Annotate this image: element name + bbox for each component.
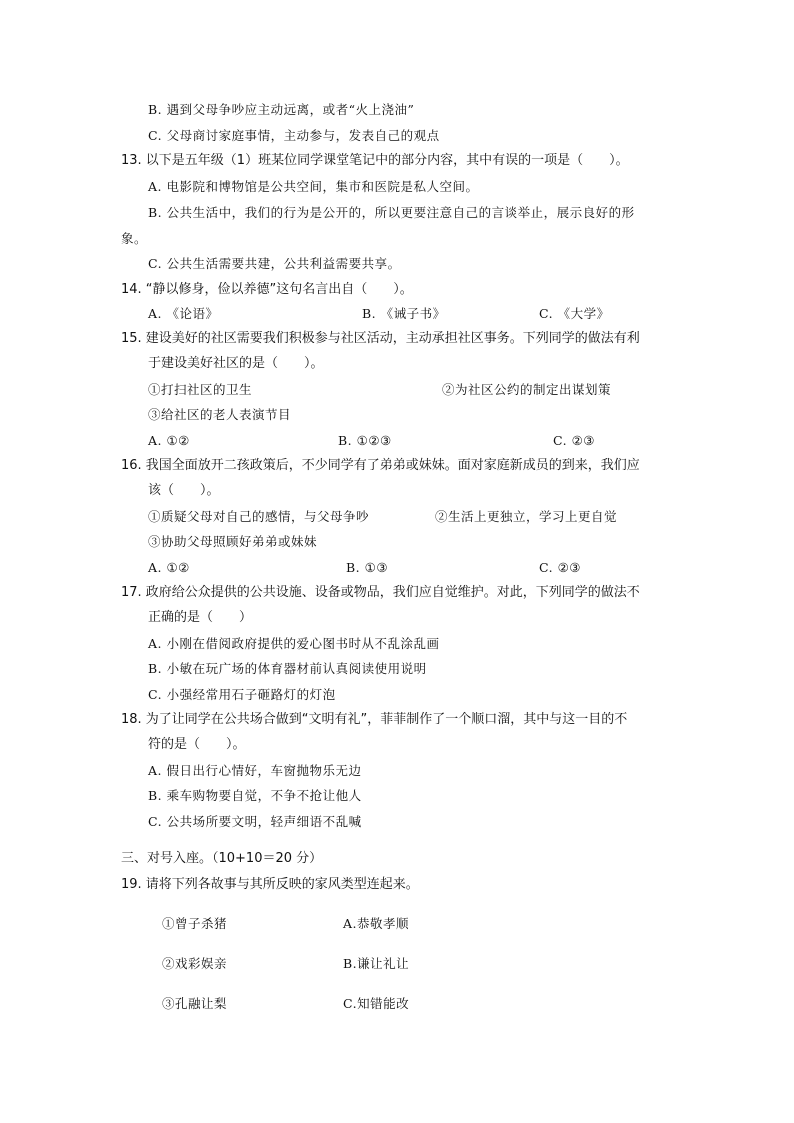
q15-item-2: ②为社区公约的制定出谋划策 <box>442 382 612 397</box>
q17-stem-line1: 17. 政府给公众提供的公共设施、设备或物品，我们应自觉维护。对此，下列同学的做法不 <box>121 585 640 600</box>
q19-type-a: A.恭敬孝顺 <box>343 916 410 931</box>
q19-stem: 19. 请将下列各故事与其所反映的家风类型连起来。 <box>121 877 419 892</box>
q13-option-c: C. 公共生活需要共建，公共利益需要共享。 <box>148 256 401 271</box>
q17-option-b: B. 小敏在玩广场的体育器材前认真阅读使用说明 <box>148 661 427 676</box>
q18-option-a: A. 假日出行心情好，车窗抛物乐无边 <box>148 763 362 778</box>
q14-stem: 14. “静以修身，俭以养德”这句名言出自（ ）。 <box>121 282 413 297</box>
q13-stem: 13. 以下是五年级（1）班某位同学课堂笔记中的部分内容，其中有误的一项是（ ）。 <box>121 153 629 168</box>
q16-option-c: C. ②③ <box>539 560 581 575</box>
q19-type-b: B.谦让礼让 <box>343 956 410 971</box>
q16-option-b: B. ①③ <box>346 560 389 575</box>
q13-option-a: A. 电影院和博物馆是公共空间，集市和医院是私人空间。 <box>148 179 479 194</box>
q18-stem-line2: 符的是（ ）。 <box>148 737 246 752</box>
q14-option-b: B. 《诫子书》 <box>362 306 446 321</box>
q12-option-b: B. 遇到父母争吵应主动远离，或者“火上浇油” <box>148 102 415 117</box>
q16-stem-line1: 16. 我国全面放开二孩政策后，不少同学有了弟弟或妹妹。面对家庭新成员的到来，我们应 <box>121 458 640 473</box>
q19-story-3: ③孔融让梨 <box>162 996 228 1011</box>
q16-option-a: A. ①② <box>148 560 190 575</box>
q15-stem-line2: 于建设美好社区的是（ ）。 <box>148 356 324 371</box>
q13-option-b-line2: 象。 <box>121 231 148 246</box>
q18-stem-line1: 18. 为了让同学在公共场合做到“文明有礼”，菲菲制作了一个顺口溜，其中与这一目的不 <box>121 712 628 727</box>
q13-option-b-line1: B. 公共生活中，我们的行为是公开的，所以更要注意自己的言谈举止，展示良好的形 <box>148 205 635 220</box>
q18-option-b: B. 乘车购物要自觉，不争不抢让他人 <box>148 788 362 803</box>
q14-option-a: A. 《论语》 <box>148 306 219 321</box>
q15-option-a: A. ①② <box>148 433 190 448</box>
q15-item-3: ③给社区的老人表演节目 <box>148 407 292 422</box>
q15-option-b: B. ①②③ <box>338 433 392 448</box>
q19-story-1: ①曾子杀猪 <box>162 916 228 931</box>
q12-option-c: C. 父母商讨家庭事情，主动参与，发表自己的观点 <box>148 128 440 143</box>
q16-stem-line2: 该（ ）。 <box>148 483 220 498</box>
q18-option-c: C. 公共场所要文明，轻声细语不乱喊 <box>148 814 362 829</box>
q17-stem-line2: 正确的是（ ） <box>148 610 253 625</box>
q15-stem-line1: 15. 建设美好的社区需要我们积极参与社区活动，主动承担社区事务。下列同学的做法有利 <box>121 331 640 346</box>
q17-option-c: C. 小强经常用石子砸路灯的灯泡 <box>148 687 336 702</box>
q14-option-c: C. 《大学》 <box>539 306 610 321</box>
q19-story-2: ②戏彩娱亲 <box>162 956 228 971</box>
q15-item-1: ①打扫社区的卫生 <box>148 382 253 397</box>
section-3-heading: 三、对号入座。（10+10＝20 分） <box>121 851 323 866</box>
q16-item-1: ①质疑父母对自己的感情，与父母争吵 <box>148 509 370 524</box>
q15-option-c: C. ②③ <box>553 433 595 448</box>
q19-type-c: C.知错能改 <box>343 996 410 1011</box>
q16-item-2: ②生活上更独立，学习上更自觉 <box>435 509 618 524</box>
q17-option-a: A. 小刚在借阅政府提供的爱心图书时从不乱涂乱画 <box>148 636 440 651</box>
q16-item-3: ③协助父母照顾好弟弟或妹妹 <box>148 534 318 549</box>
